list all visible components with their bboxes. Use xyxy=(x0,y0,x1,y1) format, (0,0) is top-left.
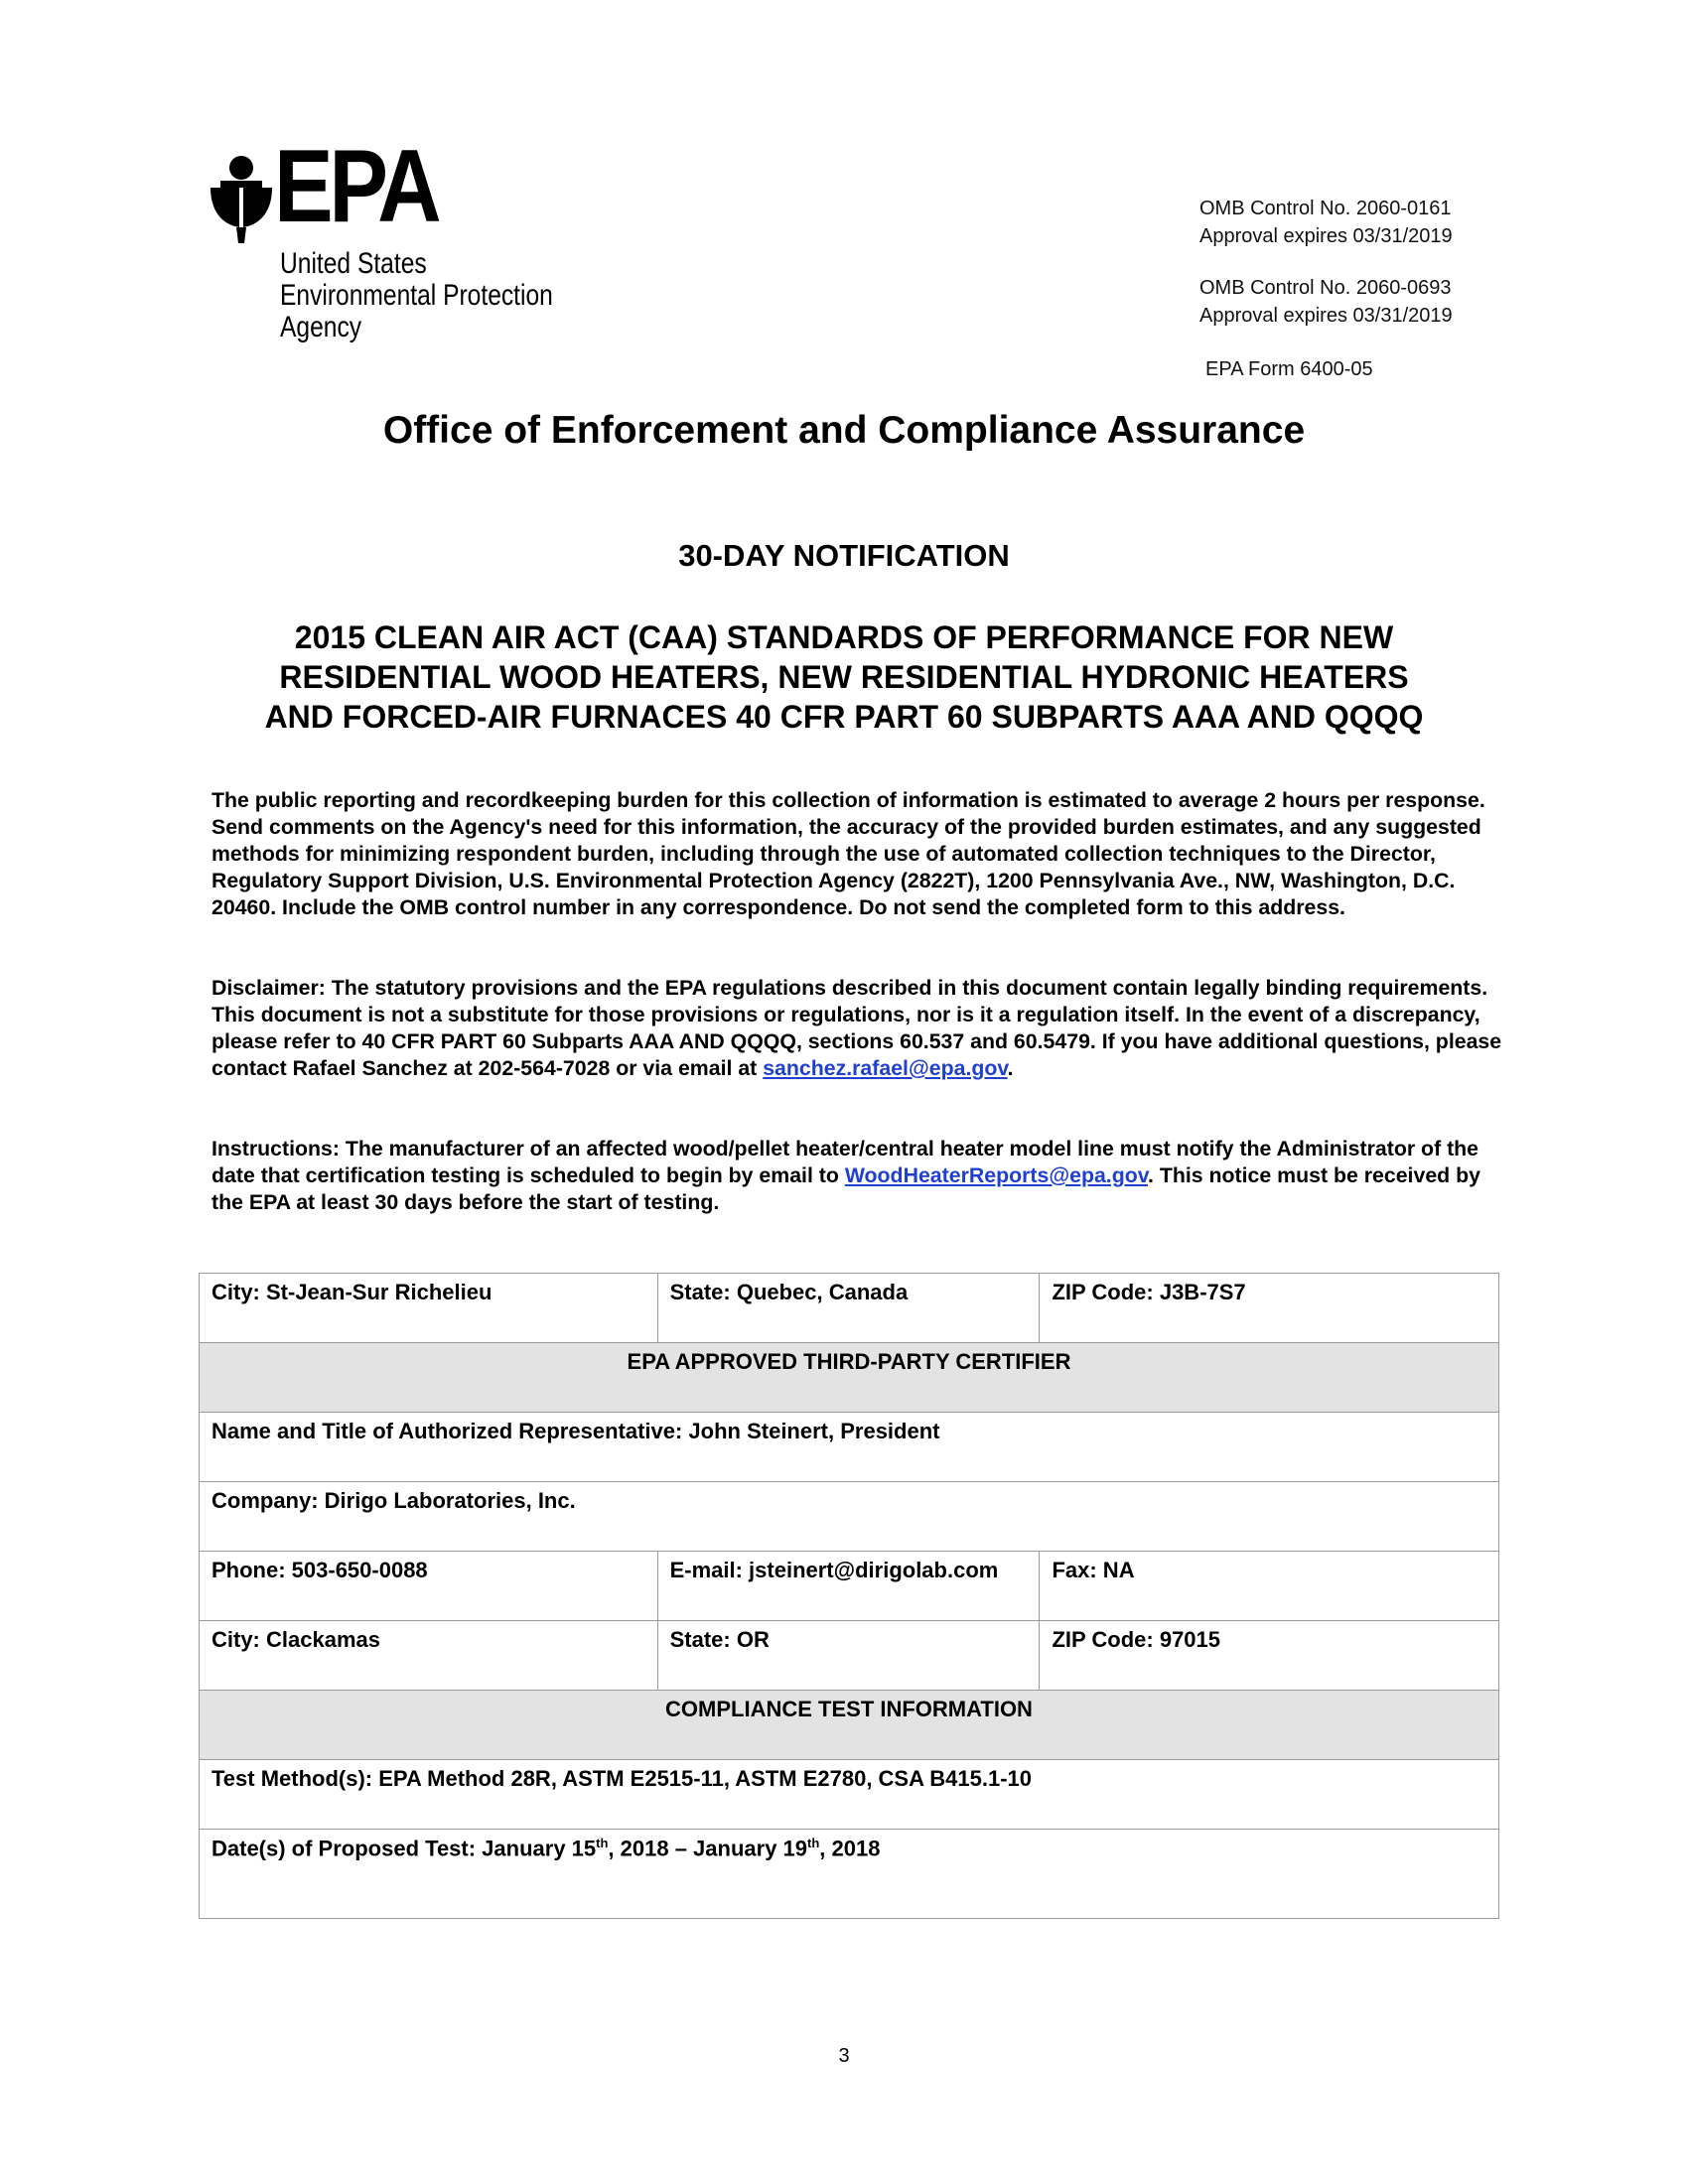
office-title: Office of Enforcement and Compliance Assurance xyxy=(382,409,1306,452)
fax-field: Fax: NA xyxy=(1040,1552,1499,1621)
contact-email-link[interactable]: sanchez.rafael@epa.gov xyxy=(763,1056,1008,1080)
phone-field: Phone: 503-650-0088 xyxy=(200,1552,658,1621)
compliance-section-header: COMPLIANCE TEST INFORMATION xyxy=(200,1691,1499,1760)
instructions-text: Instructions: The manufacturer of an affected wood/pellet heater/central heater model line must notify the Administrator of the date that certification testing is scheduled to begin by email to xyxy=(211,1137,1479,1187)
instructions-paragraph xyxy=(211,1136,1502,1216)
epa-form-number: EPA Form 6400-05 xyxy=(1205,358,1373,380)
table-row xyxy=(200,1552,1499,1621)
certifier-section-header: EPA APPROVED THIRD-PARTY CERTIFIER xyxy=(200,1343,1499,1413)
epa-logo xyxy=(209,129,566,347)
table-row xyxy=(200,1482,1499,1552)
logo-agency-name xyxy=(280,248,553,343)
act-title xyxy=(199,617,1489,737)
logo-agency-line: Agency xyxy=(280,311,362,343)
omb-approval-expiry: Approval expires 03/31/2019 xyxy=(1199,305,1453,327)
page-number: 3 xyxy=(838,2045,850,2067)
table-row xyxy=(200,1413,1499,1482)
proposed-test-dates-field xyxy=(200,1830,1499,1919)
proposed-test-middle: , 2018 – January 19 xyxy=(608,1836,808,1861)
omb-control-number: OMB Control No. 2060-0693 xyxy=(1199,277,1452,299)
disclaimer-text: Disclaimer: The statutory provisions and the EPA regulations described in this document contain legally binding requirements. This document is not a substitute for those provisions or regulations, nor is it a regulation itself. In the event of a discrepancy, please refer to 40 CFR PART 60 Subparts AAA AND QQQQ, sections 60.537 and 60.5479. If you have additional questions, please contact Rafael Sanchez at 202-564-7028 or via email at xyxy=(211,976,1502,1080)
ordinal-suffix: th xyxy=(596,1836,609,1850)
reports-email-link[interactable]: WoodHeaterReports@epa.gov xyxy=(844,1163,1148,1187)
certifier-city-field: City: Clackamas xyxy=(200,1621,658,1691)
notice-title: 30-DAY NOTIFICATION xyxy=(678,538,1010,573)
epa-flower-icon xyxy=(209,154,274,243)
certifier-zip-field: ZIP Code: 97015 xyxy=(1040,1621,1499,1691)
omb-block-2 xyxy=(1199,274,1453,330)
table-row xyxy=(200,1830,1499,1919)
proposed-test-end: , 2018 xyxy=(819,1836,881,1861)
instructions-end: . This notice must be received by the EPA at least 30 days before the start of testing. xyxy=(211,1163,1480,1214)
logo-letters: EPA xyxy=(274,129,438,244)
burden-statement: The public reporting and recordkeeping burden for this collection of information is estimated to average 2 hours per response. Send comments on the Agency's need for this information, the accuracy of the provided burden estimates, and any suggested methods for minimizing respondent burden, including through the use of automated collection techniques to the Director, Regulatory Support Division, U.S. Environmental Protection Agency (2822T), 1200 Pennsylvania Ave., NW, Washington, D.C. 20460. Include the OMB control number in any correspondence. Do not send the completed form to this address. xyxy=(211,788,1485,919)
manufacturer-zip-field: ZIP Code: J3B-7S7 xyxy=(1040,1274,1499,1343)
manufacturer-city-field: City: St-Jean-Sur Richelieu xyxy=(200,1274,658,1343)
ordinal-suffix: th xyxy=(807,1836,820,1850)
table-row xyxy=(200,1691,1499,1760)
logo-agency-line: United States xyxy=(280,247,427,280)
omb-block-1 xyxy=(1199,195,1453,250)
proposed-test-label: Date(s) of Proposed Test: January 15 xyxy=(211,1836,597,1861)
disclaimer-end: . xyxy=(1007,1056,1014,1080)
disclaimer-paragraph xyxy=(211,975,1502,1082)
test-methods-field: Test Method(s): EPA Method 28R, ASTM E2515-11, ASTM E2780, CSA B415.1-10 xyxy=(200,1760,1499,1830)
notification-form-table xyxy=(199,1273,1499,1919)
act-title-line: 2015 CLEAN AIR ACT (CAA) STANDARDS OF PERFORMANCE FOR NEW xyxy=(294,619,1394,655)
table-row xyxy=(200,1760,1499,1830)
table-row xyxy=(200,1621,1499,1691)
act-title-line: AND FORCED-AIR FURNACES 40 CFR PART 60 SUBPARTS AAA AND QQQQ xyxy=(264,699,1424,735)
email-field: E-mail: jsteinert@dirigolab.com xyxy=(657,1552,1040,1621)
act-title-line: RESIDENTIAL WOOD HEATERS, NEW RESIDENTIAL HYDRONIC HEATERS xyxy=(279,659,1409,695)
table-row xyxy=(200,1343,1499,1413)
company-field: Company: Dirigo Laboratories, Inc. xyxy=(200,1482,1499,1552)
omb-control-number: OMB Control No. 2060-0161 xyxy=(1199,198,1452,219)
table-row xyxy=(200,1274,1499,1343)
representative-field: Name and Title of Authorized Representative: John Steinert, President xyxy=(200,1413,1499,1482)
omb-approval-expiry: Approval expires 03/31/2019 xyxy=(1199,225,1453,247)
logo-agency-line: Environmental Protection xyxy=(280,279,553,312)
certifier-state-field: State: OR xyxy=(657,1621,1040,1691)
manufacturer-state-field: State: Quebec, Canada xyxy=(657,1274,1040,1343)
